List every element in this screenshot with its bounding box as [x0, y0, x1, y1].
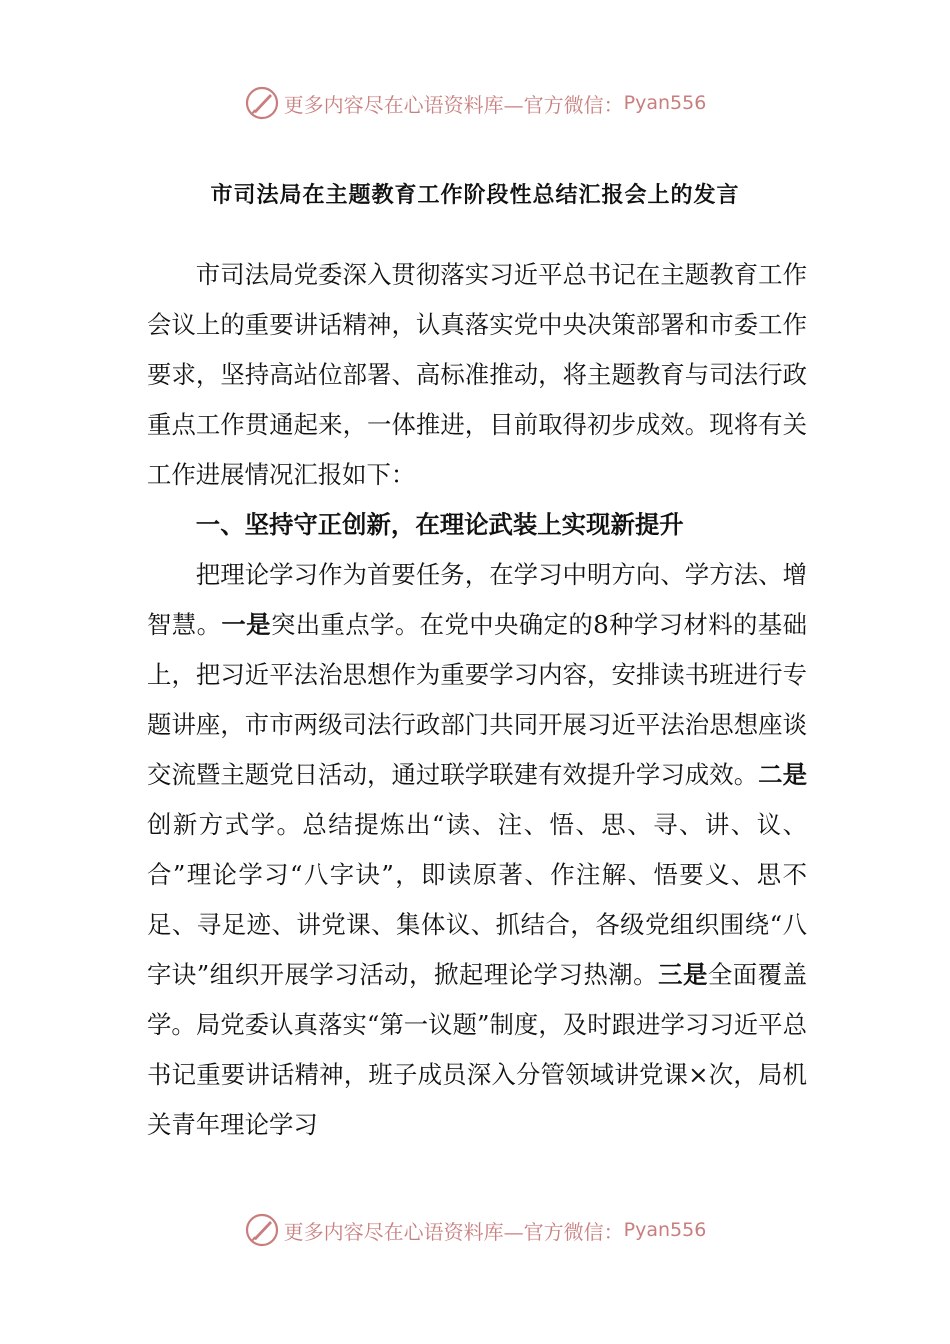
section-paragraph-1: [147, 550, 807, 1150]
quill-logo-icon: [244, 1212, 280, 1248]
point-second-text: 创新方式学。总结提炼出“读、注、悟、思、寻、讲、议、合”理论学习“八字诀”，即读原著、作注解、悟要义、思不足、寻足迹、讲党课、集体议、抓结合，各级党组织围绕“八字诀”组织开展学习活动，掀起理论学习热潮。: [147, 810, 807, 989]
document-body: [147, 250, 807, 1150]
keyword-second: 二是: [758, 760, 807, 789]
watermark-wechat-id: Pyan556: [623, 92, 707, 114]
watermark-wechat-id: Pyan556: [623, 1219, 707, 1241]
watermark-banner-top: [0, 83, 950, 123]
keyword-first: 一是: [221, 610, 271, 639]
point-first-text: 突出重点学。在党中央确定的8种学习材料的基础上，把习近平法治思想作为重要学习内容，安排读书班进行专题讲座，市市两级司法行政部门共同开展习近平法治思想座谈交流暨主题党日活动，通过联学联建有效提升学习成效。: [147, 610, 807, 789]
watermark-text: 更多内容尽在心语资料库—官方微信：: [283, 92, 624, 117]
paragraph-lead: 把理论学习作为首要任务，在学习中明方向、学方法、增智慧。: [147, 560, 807, 639]
watermark-banner-bottom: [0, 1210, 950, 1250]
point-third-text: 全面覆盖学。局党委认真落实“第一议题”制度，及时跟进学习习近平总书记重要讲话精神，班子成员深入分管领域讲党课×次，局机关青年理论学习: [147, 960, 807, 1139]
keyword-third: 三是: [658, 960, 708, 989]
quill-logo-icon: [244, 85, 280, 121]
intro-paragraph: 市司法局党委深入贯彻落实习近平总书记在主题教育工作会议上的重要讲话精神，认真落实党中央决策部署和市委工作要求，坚持高站位部署、高标准推动，将主题教育与司法行政重点工作贯通起来，一体推进，目前取得初步成效。现将有关工作进展情况汇报如下：: [147, 260, 807, 489]
watermark-text: 更多内容尽在心语资料库—官方微信：: [283, 1219, 624, 1244]
section-heading-1: 一、坚持守正创新，在理论武装上实现新提升: [195, 510, 684, 539]
document-title: 市司法局在主题教育工作阶段性总结汇报会上的发言: [210, 183, 740, 208]
